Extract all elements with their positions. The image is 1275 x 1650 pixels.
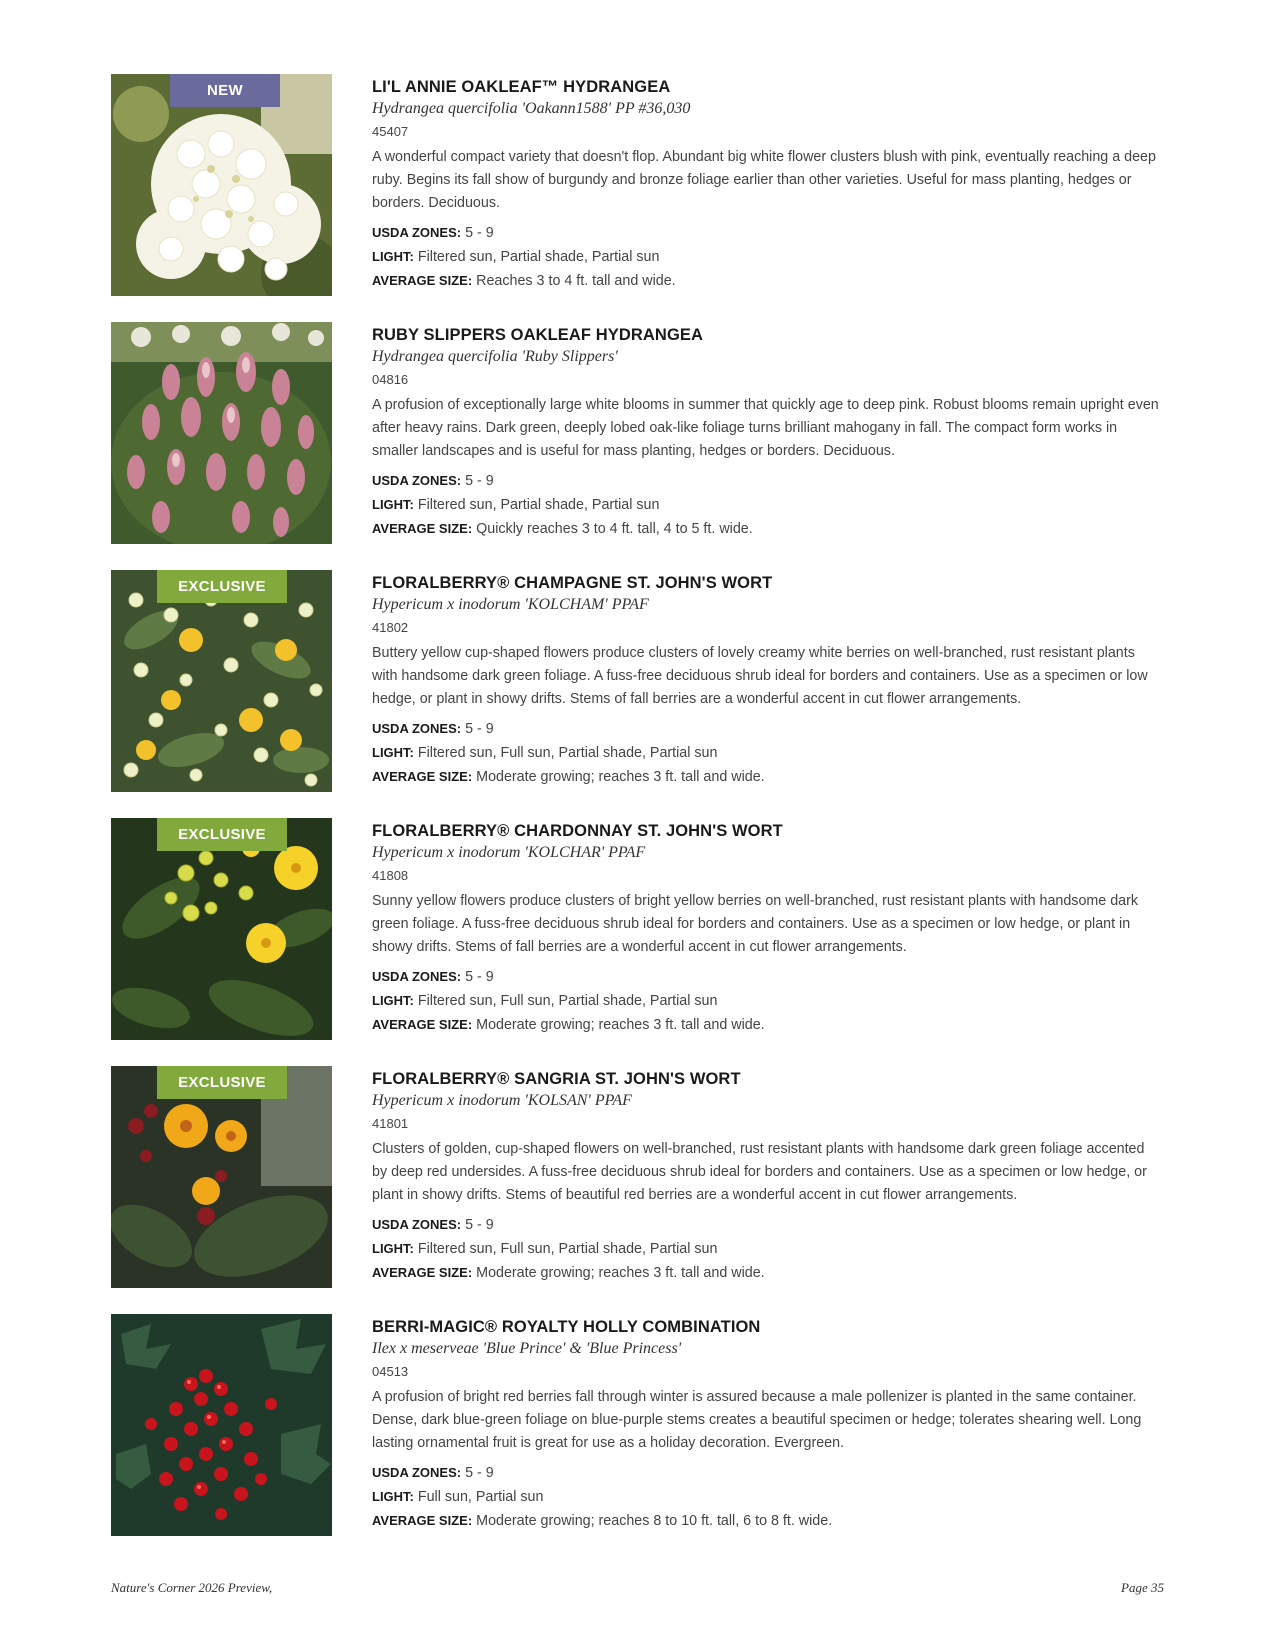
zones-row <box>372 717 1162 741</box>
zones-value: 5 - 9 <box>465 721 494 737</box>
product-entry <box>111 322 1161 544</box>
zones-label: USDA ZONES: <box>372 473 462 488</box>
size-row <box>372 765 1162 789</box>
product-photo <box>111 322 332 544</box>
product-info <box>372 1068 1162 1285</box>
product-description: Buttery yellow cup-shaped flowers produce clusters of lovely creamy white berries on well-branched, rust resistant plants with handsome dark green foliage. A fuss-free deciduous shrub ideal for borders and containers. Use as a specimen or low hedge, or plant in showy drifts. Stems of fall berries are a wonderful accent in cut flower arrangements. <box>372 645 1148 707</box>
botanical-name: Hydrangea quercifolia 'Oakann1588' PP #36,030 <box>372 100 691 117</box>
product-description: Clusters of golden, cup-shaped flowers on well-branched, rust resistant plants with handsome dark green foliage accented by deep red undersides. A fuss-free deciduous shrub ideal for borders and containers. Use as a specimen or low hedge, or plant in showy drifts. Stems of beautiful red berries are a wonderful accent in cut flower arrangements. <box>372 1141 1147 1203</box>
light-value: Full sun, Partial sun <box>417 1489 544 1505</box>
product-description: A profusion of bright red berries fall through winter is assured because a male pollenizer is planted in the same container. Dense, dark blue-green foliage on blue-purple stems creates a beautiful specimen or hedge; tolerates shearing well. Long lasting ornamental fruit is great for use as a holiday decoration. Evergreen. <box>372 1389 1142 1451</box>
product-info <box>372 324 1162 541</box>
light-label: LIGHT: <box>372 1489 414 1504</box>
size-row <box>372 1013 1162 1037</box>
product-info <box>372 1316 1162 1533</box>
zones-value: 5 - 9 <box>465 1465 494 1481</box>
size-value: Reaches 3 to 4 ft. tall and wide. <box>476 273 676 289</box>
zones-value: 5 - 9 <box>465 969 494 985</box>
zones-label: USDA ZONES: <box>372 721 462 736</box>
product-entry <box>111 1066 1161 1288</box>
exclusive-badge: EXCLUSIVE <box>157 570 287 603</box>
light-label: LIGHT: <box>372 993 414 1008</box>
product-info <box>372 820 1162 1037</box>
exclusive-badge: EXCLUSIVE <box>157 818 287 851</box>
zones-row <box>372 1213 1162 1237</box>
product-name: RUBY SLIPPERS OAKLEAF HYDRANGEA <box>372 326 703 344</box>
light-label: LIGHT: <box>372 745 414 760</box>
product-photo <box>111 818 332 1040</box>
product-photo <box>111 1066 332 1288</box>
product-entry <box>111 818 1161 1040</box>
product-code: 41802 <box>372 620 409 635</box>
size-label: AVERAGE SIZE: <box>372 1017 473 1032</box>
size-row <box>372 1261 1162 1285</box>
product-name: FLORALBERRY® SANGRIA ST. JOHN'S WORT <box>372 1070 741 1088</box>
product-entry <box>111 570 1161 792</box>
light-label: LIGHT: <box>372 1241 414 1256</box>
zones-row <box>372 221 1162 245</box>
zones-value: 5 - 9 <box>465 473 494 489</box>
zones-label: USDA ZONES: <box>372 969 462 984</box>
light-row <box>372 245 1162 269</box>
product-photo <box>111 570 332 792</box>
light-row <box>372 1485 1162 1509</box>
light-row <box>372 741 1162 765</box>
light-label: LIGHT: <box>372 497 414 512</box>
size-label: AVERAGE SIZE: <box>372 1265 473 1280</box>
botanical-name: Hypericum x inodorum 'KOLCHAM' PPAF <box>372 596 649 613</box>
light-row <box>372 989 1162 1013</box>
size-value: Quickly reaches 3 to 4 ft. tall, 4 to 5 ft. wide. <box>476 521 753 537</box>
zones-row <box>372 1461 1162 1485</box>
light-value: Filtered sun, Partial shade, Partial sun <box>417 249 660 265</box>
zones-label: USDA ZONES: <box>372 1217 462 1232</box>
product-code: 04816 <box>372 372 409 387</box>
size-row <box>372 517 1162 541</box>
product-code: 45407 <box>372 124 409 139</box>
size-label: AVERAGE SIZE: <box>372 769 473 784</box>
size-label: AVERAGE SIZE: <box>372 1513 473 1528</box>
zones-row <box>372 965 1162 989</box>
size-value: Moderate growing; reaches 3 ft. tall and wide. <box>476 1017 765 1033</box>
product-info <box>372 572 1162 789</box>
light-value: Filtered sun, Full sun, Partial shade, Partial sun <box>417 993 718 1009</box>
light-label: LIGHT: <box>372 249 414 264</box>
size-value: Moderate growing; reaches 3 ft. tall and wide. <box>476 1265 765 1281</box>
light-row <box>372 493 1162 517</box>
size-row <box>372 1509 1162 1533</box>
product-code: 04513 <box>372 1364 409 1379</box>
botanical-name: Hydrangea quercifolia 'Ruby Slippers' <box>372 348 618 365</box>
light-value: Filtered sun, Partial shade, Partial sun <box>417 497 660 513</box>
botanical-name: Ilex x meserveae 'Blue Prince' & 'Blue Princess' <box>372 1340 682 1357</box>
zones-label: USDA ZONES: <box>372 1465 462 1480</box>
light-value: Filtered sun, Full sun, Partial shade, Partial sun <box>417 745 718 761</box>
product-name: FLORALBERRY® CHARDONNAY ST. JOHN'S WORT <box>372 822 783 840</box>
size-row <box>372 269 1162 293</box>
botanical-name: Hypericum x inodorum 'KOLSAN' PPAF <box>372 1092 632 1109</box>
exclusive-badge: EXCLUSIVE <box>157 1066 287 1099</box>
zones-row <box>372 469 1162 493</box>
product-name: LI'L ANNIE OAKLEAF™ HYDRANGEA <box>372 78 671 96</box>
size-value: Moderate growing; reaches 3 ft. tall and wide. <box>476 769 765 785</box>
new-badge: NEW <box>170 74 280 107</box>
product-entry <box>111 1314 1161 1536</box>
size-label: AVERAGE SIZE: <box>372 273 473 288</box>
zones-value: 5 - 9 <box>465 225 494 241</box>
product-code: 41808 <box>372 868 409 883</box>
size-label: AVERAGE SIZE: <box>372 521 473 536</box>
product-info <box>372 76 1162 293</box>
product-photo <box>111 1314 332 1536</box>
product-entry <box>111 74 1161 296</box>
light-value: Filtered sun, Full sun, Partial shade, Partial sun <box>417 1241 718 1257</box>
light-row <box>372 1237 1162 1261</box>
zones-label: USDA ZONES: <box>372 225 462 240</box>
product-code: 41801 <box>372 1116 409 1131</box>
footer-catalog-title: Nature's Corner 2026 Preview, <box>111 1580 273 1595</box>
product-description: A wonderful compact variety that doesn't flop. Abundant big white flower clusters blush with pink, eventually reaching a deep ruby. Begins its fall show of burgundy and bronze foliage earlier than other varieties. Useful for mass planting, hedges or borders. Deciduous. <box>372 149 1156 211</box>
product-name: BERRI-MAGIC® ROYALTY HOLLY COMBINATION <box>372 1318 761 1336</box>
zones-value: 5 - 9 <box>465 1217 494 1233</box>
size-value: Moderate growing; reaches 8 to 10 ft. tall, 6 to 8 ft. wide. <box>476 1513 833 1529</box>
product-description: Sunny yellow flowers produce clusters of bright yellow berries on well-branched, rust resistant plants with handsome dark green foliage. A fuss-free deciduous shrub ideal for borders and containers. Use as a specimen or low hedge, or plant in showy drifts. Stems of fall berries are a wonderful accent in cut flower arrangements. <box>372 893 1139 955</box>
product-description: A profusion of exceptionally large white blooms in summer that quickly age to deep pink. Robust blooms remain upright even after heavy rains. Dark green, deeply lobed oak-like foliage turns brilliant mahogany in fall. The compact form works in smaller landscapes and is useful for mass planting, hedges or borders. Deciduous. <box>372 397 1159 459</box>
footer-page-number: Page 35 <box>1121 1580 1164 1595</box>
botanical-name: Hypericum x inodorum 'KOLCHAR' PPAF <box>372 844 646 861</box>
product-photo <box>111 74 332 296</box>
product-name: FLORALBERRY® CHAMPAGNE ST. JOHN'S WORT <box>372 574 773 592</box>
